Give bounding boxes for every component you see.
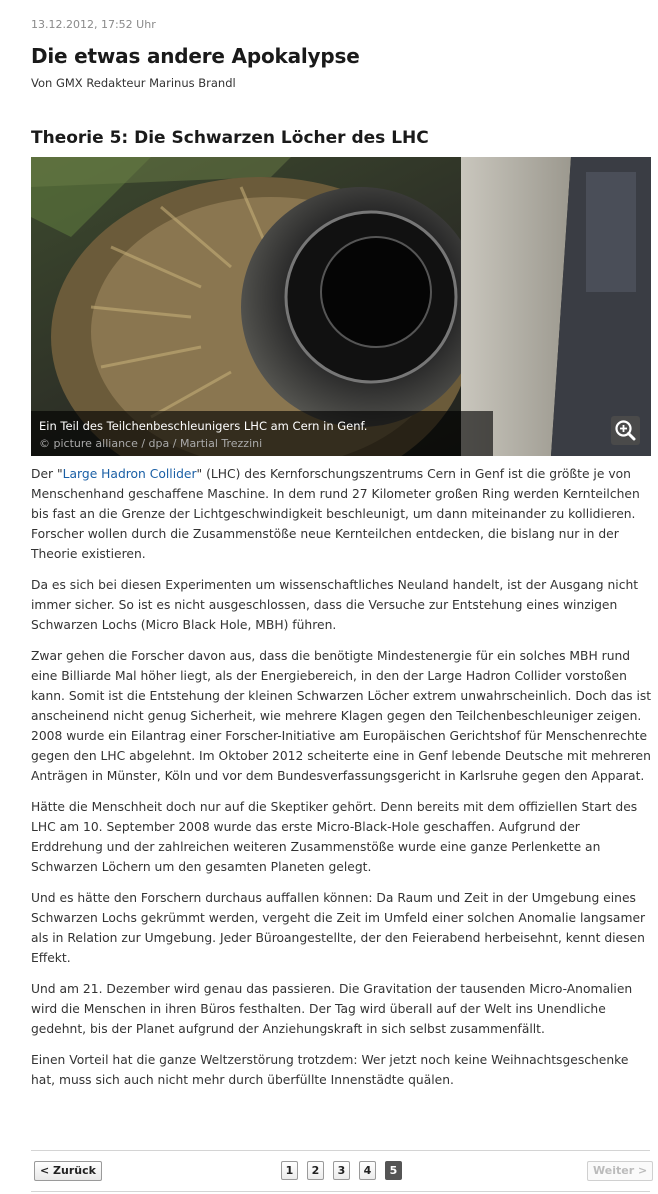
image-caption: Ein Teil des Teilchenbeschleunigers LHC am Cern in Genf. [39,419,368,433]
article-date: 13.12.2012, 17:52 Uhr [31,18,156,31]
paragraph-1 [31,464,653,564]
lhc-link[interactable]: Large Hadron Collider [62,467,197,481]
back-button[interactable]: < Zurück [34,1161,102,1181]
page-link-2[interactable]: 2 [307,1161,324,1180]
zoom-button[interactable] [611,416,640,445]
article-title: Die etwas andere Apokalypse [31,44,360,68]
article-body [31,464,653,1101]
paragraph-6: Und am 21. Dezember wird genau das passieren. Die Gravitation der tausenden Micro-Anomalien wird die Menschen in ihren Büros festhalten. Der Tag wird überall auf der Welt ins Unendliche gedehnt, bis der Planet aufgrund der Anziehungskraft in sich selbst zusammenfällt. [31,982,633,1036]
paragraph-text: " (LHC) des Kernforschungszentrums Cern in Genf ist die größte je von Menschenhand geschaffene Maschine. In dem rund 27 Kilometer großen Ring werden Kernteilchen bis fast an die Grenze der Lichtgeschwindigkeit beschleunigt, um dann miteinander zu kollidieren. Forscher wollen durch die Zusammenstöße neue Kernteilchen entdecken, die bislang nur in der Theorie existieren. [31,467,640,561]
next-button: Weiter > [587,1161,653,1181]
section-title: Theorie 5: Die Schwarzen Löcher des LHC [31,128,429,148]
paragraph-7: Einen Vorteil hat die ganze Weltzerstörung trotzdem: Wer jetzt noch keine Weihnachtsgeschenke hat, muss sich auch nicht mehr durch überfüllte Innenstädte quälen. [31,1053,629,1087]
page-link-4[interactable]: 4 [359,1161,376,1180]
divider-top [31,1150,650,1151]
paragraph-3: Zwar gehen die Forscher davon aus, dass die benötigte Mindestenergie für ein solches MBH rund eine Billiarde Mal höher liegt, als der Energiebereich, in den der Large Hadron Collider vorstoßen kann. Somit ist die Entstehung der kleinen Schwarzen Löcher extrem unwahrscheinlich. Doch das ist anscheinend nicht genug Sicherheit, wie mehrere Klagen gegen den Teilchenbeschleuniger zeigen. 2008 wurde ein Eilantrag einer Forscher-Initiative am Europäischen Gerichtshof für Menschenrechte gegen den LHC abgelehnt. Im Oktober 2012 scheiterte eine in Genf lebende Deutsche mit mehreren Anträgen in Münster, Köln und vor dem Bundesverfassungsgericht in Karlsruhe gegen den Apparat. [31,649,652,783]
paragraph-5: Und es hätte den Forschern durchaus auffallen können: Da Raum und Zeit in der Umgebung eines Schwarzen Lochs gekrümmt werden, vergeht die Zeit im Umfeld einer solchen Anomalie langsamer als in Relation zur Umgebung. Jeder Büroangestellte, der den Feierabend herbeisehnt, kennt diesen Effekt. [31,891,646,965]
paragraph-4: Hätte die Menschheit doch nur auf die Skeptiker gehört. Denn bereits mit dem offiziellen Start des LHC am 10. September 2008 wurde das erste Micro-Black-Hole geschaffen. Aufgrund der Erddrehung und der zahlreichen weiteren Zusammenstöße wurde eine ganze Perlenkette an Schwarzen Löchern um den gesamten Planeten gelegt. [31,800,638,874]
article-photo[interactable] [31,157,651,456]
divider-bottom [31,1191,650,1192]
paragraph-text: Der " [31,467,63,481]
page-link-3[interactable]: 3 [333,1161,350,1180]
article-byline: Von GMX Redakteur Marinus Brandl [31,76,236,90]
page-link-5-current[interactable]: 5 [385,1161,402,1180]
paragraph-2: Da es sich bei diesen Experimenten um wissenschaftliches Neuland handelt, ist der Ausgang nicht immer sicher. So ist es nicht ausgeschlossen, dass die Versuche zur Entstehung eines winzigen Schwarzen Lochs (Micro Black Hole, MBH) führen. [31,578,639,632]
magnifier-plus-icon [611,416,640,445]
image-credit: © picture alliance / dpa / Martial Trezzini [39,437,263,450]
page-link-1[interactable]: 1 [281,1161,298,1180]
